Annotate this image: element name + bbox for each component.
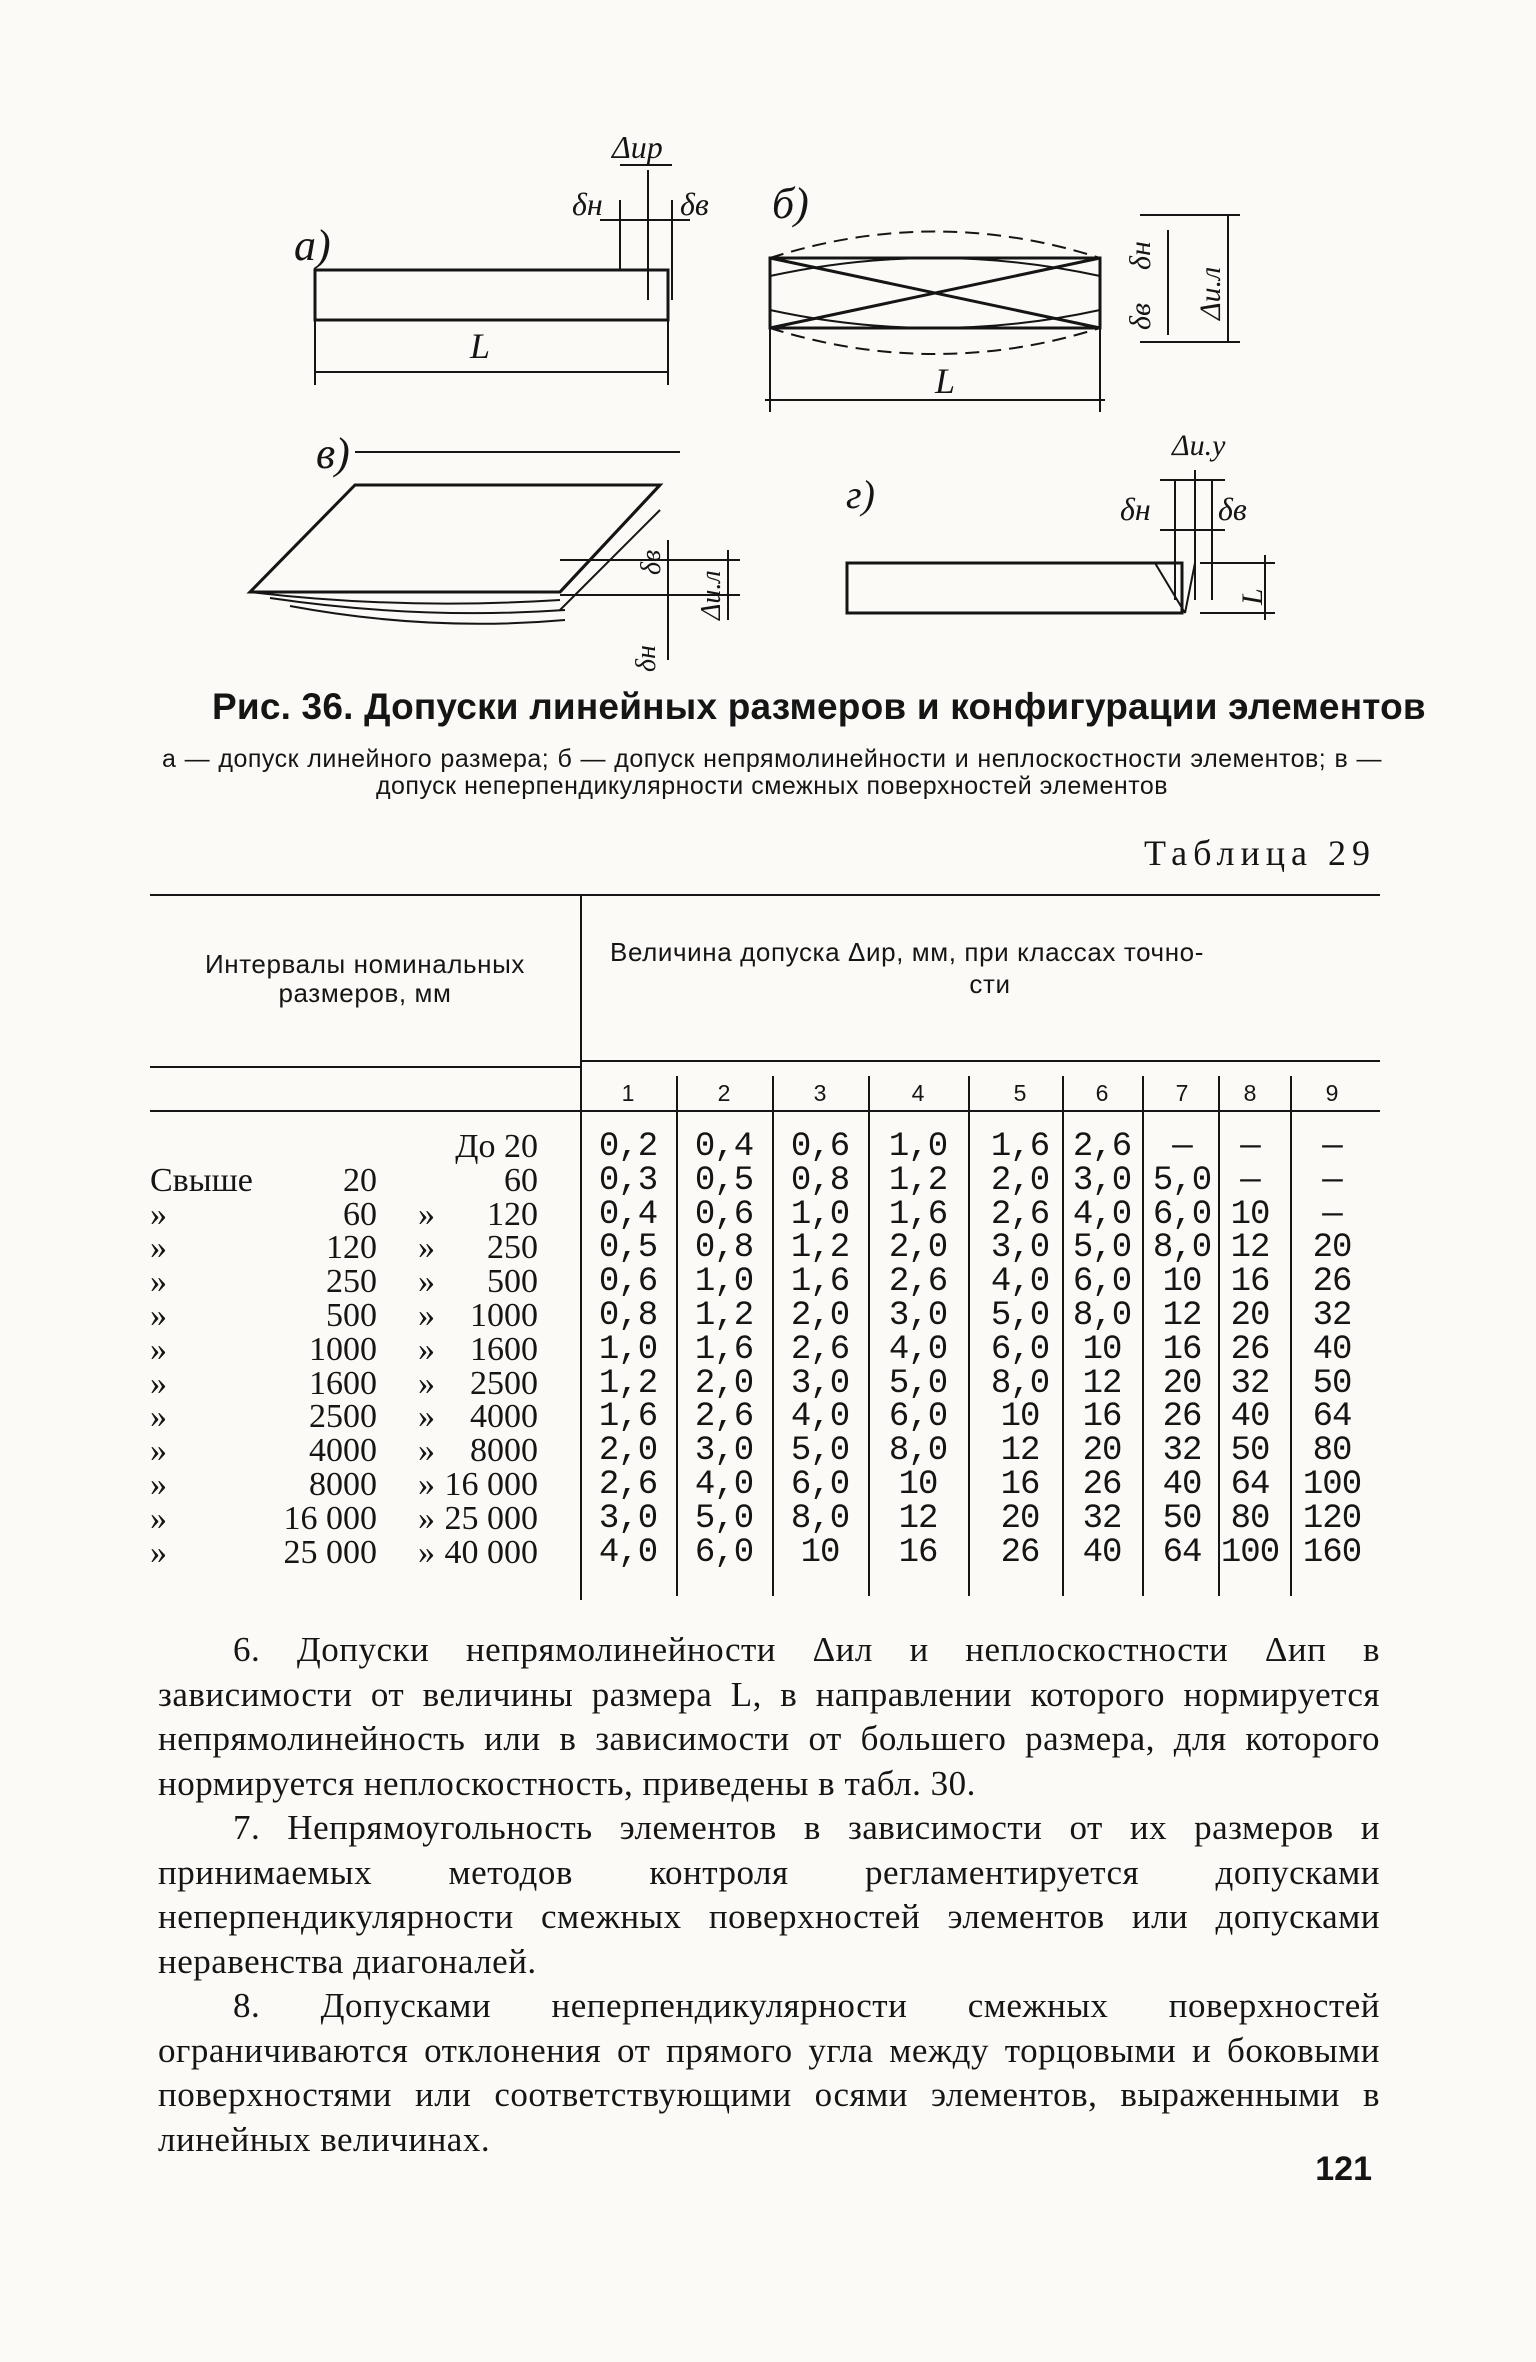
- table-cell: 32: [1082, 1500, 1122, 1538]
- range-to: 120: [487, 1196, 538, 1233]
- table-cell: 50: [1230, 1432, 1270, 1470]
- table-cell: 5,0: [990, 1297, 1050, 1335]
- table-cell: 8,0: [888, 1432, 948, 1470]
- table-cell: 64: [1162, 1534, 1202, 1572]
- column-separator: [868, 1076, 870, 1596]
- column-separator: [968, 1076, 970, 1596]
- table-cell: 4,0: [694, 1466, 754, 1504]
- svg-text:Δир: Δир: [612, 129, 663, 165]
- table-cell: 32: [1162, 1432, 1202, 1470]
- svg-text:δн: δн: [1124, 241, 1157, 270]
- table-top-rule: [150, 894, 1380, 896]
- table-cell: 10: [1082, 1331, 1122, 1369]
- range-to: 1600: [470, 1331, 538, 1368]
- table-cell: 16: [1162, 1331, 1202, 1369]
- table-cell: 2,6: [598, 1466, 658, 1504]
- table-cell: 2,0: [790, 1297, 850, 1335]
- table-cell: 4,0: [790, 1398, 850, 1436]
- table-cell: 80: [1312, 1432, 1352, 1470]
- range-mid: »: [418, 1466, 435, 1503]
- paragraph-6: 6. Допуски непрямолинейности Δил и неплоскостности Δип в зависимости от величины размера L, в направлении которого нормируется непрямолинейность или в зависимости от большего размера, для которого нормируется неплоскостность, приведены в табл. 30.: [158, 1630, 1380, 1803]
- table-cell: 0,5: [694, 1162, 754, 1200]
- table-cell: 0,2: [598, 1128, 658, 1166]
- table-cell: 16: [1082, 1398, 1122, 1436]
- table-cell: 5,0: [1072, 1229, 1132, 1267]
- svg-text:L: L: [935, 361, 956, 401]
- table-cell: 3,0: [790, 1365, 850, 1403]
- range-to: 40 000: [444, 1534, 538, 1571]
- figure-caption-title: Рис. 36. Допуски линейных размеров и конфигурации элементов: [212, 686, 1426, 727]
- table-cell: 1,6: [694, 1331, 754, 1369]
- range-to: 16 000: [444, 1466, 538, 1503]
- table-cell: 100: [1302, 1466, 1362, 1504]
- table-cell: 2,6: [888, 1263, 948, 1301]
- range-cell: [150, 1265, 550, 1299]
- table-cell: 2,6: [1072, 1128, 1132, 1166]
- table-cell: 160: [1302, 1534, 1362, 1572]
- range-prefix: »: [150, 1534, 167, 1571]
- table-cell: 26: [1230, 1331, 1270, 1369]
- range-to: 4000: [470, 1398, 538, 1435]
- range-mid: »: [418, 1534, 435, 1571]
- table-cell: 1,2: [790, 1229, 850, 1267]
- range-cell: [150, 1130, 550, 1164]
- table-cell: 1,0: [694, 1263, 754, 1301]
- svg-text:δн: δн: [631, 645, 662, 672]
- table-cell: 1,2: [598, 1365, 658, 1403]
- range-cell: [150, 1400, 550, 1434]
- figure-36: [0, 0, 1536, 680]
- svg-text:δн: δн: [1120, 491, 1151, 527]
- table-cell: 12: [898, 1500, 938, 1538]
- header-right-line2: сти: [969, 969, 1011, 999]
- range-from: 1600: [309, 1365, 377, 1402]
- table-cell: 1,6: [888, 1196, 948, 1234]
- svg-text:δв: δв: [680, 186, 709, 222]
- range-from: 20: [343, 1162, 377, 1199]
- diagram-a: [294, 129, 709, 385]
- diagram-g: [846, 429, 1275, 620]
- range-cell: [150, 1367, 550, 1401]
- range-cell: [150, 1164, 550, 1198]
- table-cell: 8,0: [990, 1365, 1050, 1403]
- svg-text:δв: δв: [1218, 491, 1247, 527]
- table-cell: 1,6: [790, 1263, 850, 1301]
- column-number-4: 4: [911, 1080, 925, 1106]
- range-prefix: Свыше: [150, 1162, 253, 1199]
- range-mid: »: [418, 1500, 435, 1537]
- range-mid: »: [418, 1297, 435, 1334]
- table-cell: 0,8: [694, 1229, 754, 1267]
- range-cell: [150, 1468, 550, 1502]
- range-mid: »: [418, 1365, 435, 1402]
- range-from: 500: [326, 1297, 377, 1334]
- range-to: 60: [504, 1162, 538, 1199]
- column-number-6: 6: [1095, 1080, 1109, 1106]
- column-number-3: 3: [813, 1080, 827, 1106]
- svg-text:δв: δв: [636, 549, 667, 575]
- column-number-7: 7: [1175, 1080, 1189, 1106]
- range-prefix: »: [150, 1398, 167, 1435]
- table-cell: 12: [1230, 1229, 1270, 1267]
- table-cell: 5,0: [1152, 1162, 1212, 1200]
- header-left: Интервалы номинальных размеров, мм: [204, 949, 526, 1008]
- range-prefix: »: [150, 1466, 167, 1503]
- range-mid: »: [418, 1398, 435, 1435]
- table-cell: 1,2: [888, 1162, 948, 1200]
- range-mid: »: [418, 1263, 435, 1300]
- table-cell: 120: [1302, 1500, 1362, 1538]
- column-separator: [1142, 1076, 1144, 1596]
- table-cell: 6,0: [694, 1534, 754, 1572]
- range-from: 8000: [309, 1466, 377, 1503]
- table-cell: 2,0: [888, 1229, 948, 1267]
- table-cell: 6,0: [990, 1331, 1050, 1369]
- table-cell: 2,0: [694, 1365, 754, 1403]
- column-number-5: 5: [1013, 1080, 1027, 1106]
- range-to: 250: [487, 1229, 538, 1266]
- table-cell: 0,4: [694, 1128, 754, 1166]
- table-cell: 2,0: [598, 1432, 658, 1470]
- table-cell: 8,0: [1072, 1297, 1132, 1335]
- table-cell: 50: [1162, 1500, 1202, 1538]
- range-to: 500: [487, 1263, 538, 1300]
- table-cell: 16: [898, 1534, 938, 1572]
- table-cell: 6,0: [1072, 1263, 1132, 1301]
- table-cell: 12: [1000, 1432, 1040, 1470]
- paragraph-7: 7. Непрямоугольность элементов в зависимости от их размеров и принимаемых методов контроля регламентируется допусками неперпендикулярности смежных поверхностей элементов или допусками неравенства диагоналей.: [158, 1808, 1380, 1981]
- table-cell: 1,6: [598, 1398, 658, 1436]
- range-from: 120: [326, 1229, 377, 1266]
- table-cell: 0,5: [598, 1229, 658, 1267]
- range-from: 1000: [309, 1331, 377, 1368]
- table-cell: 5,0: [694, 1500, 754, 1538]
- range-prefix: »: [150, 1365, 167, 1402]
- range-from: 2500: [309, 1398, 377, 1435]
- table-cell: —: [1322, 1162, 1342, 1200]
- table-cell: 0,8: [790, 1162, 850, 1200]
- table-label: Таблица 29: [1144, 833, 1376, 873]
- table-cell: 1,0: [888, 1128, 948, 1166]
- header-bottom-rule: [150, 1110, 1380, 1112]
- column-separator: [676, 1076, 678, 1596]
- table-cell: 64: [1230, 1466, 1270, 1504]
- table-cell: 0,6: [598, 1263, 658, 1301]
- range-cell: [150, 1502, 550, 1536]
- table-cell: 26: [1000, 1534, 1040, 1572]
- table-cell: 16: [1000, 1466, 1040, 1504]
- column-number-8: 8: [1243, 1080, 1257, 1106]
- table-cell: 4,0: [1072, 1196, 1132, 1234]
- label-a: а): [294, 221, 331, 270]
- table-cell: 10: [1230, 1196, 1270, 1234]
- figure-caption-description: а — допуск линейного размера; б — допуск непрямолинейности и неплоскостности элементов; в — допуск неперпендикулярности смежных поверхностей элементов: [162, 745, 1382, 800]
- diagram-v: [250, 429, 740, 672]
- svg-text:L: L: [1236, 588, 1269, 605]
- table-cell: 26: [1162, 1398, 1202, 1436]
- table-cell: 10: [1000, 1398, 1040, 1436]
- table-cell: 1,0: [598, 1331, 658, 1369]
- range-prefix: »: [150, 1500, 167, 1537]
- table-cell: 40: [1312, 1331, 1352, 1369]
- table-cell: 26: [1082, 1466, 1122, 1504]
- svg-text:δн: δн: [572, 186, 603, 222]
- table-cell: 16: [1230, 1263, 1270, 1301]
- table-cell: —: [1322, 1128, 1342, 1166]
- paragraph-8: 8. Допусками неперпендикулярности смежных поверхностей ограничиваются отклонения от прямого угла между торцовыми и боковыми поверхностями или соответствующими осями элементов, выраженными в линейных величинах.: [158, 1986, 1380, 2159]
- range-prefix: »: [150, 1229, 167, 1266]
- svg-text:δв: δв: [1124, 303, 1157, 330]
- table-cell: 3,0: [888, 1297, 948, 1335]
- table-cell: —: [1172, 1128, 1192, 1166]
- table-cell: 20: [1162, 1365, 1202, 1403]
- range-cell: [150, 1333, 550, 1367]
- table-cell: 40: [1082, 1534, 1122, 1572]
- table-cell: 80: [1230, 1500, 1270, 1538]
- label-v: в): [316, 429, 350, 478]
- header-right-line1: Величина допуска Δир, мм, при классах точно-: [610, 937, 1204, 967]
- range-mid: »: [418, 1229, 435, 1266]
- table-cell: 26: [1312, 1263, 1352, 1301]
- range-to: 8000: [470, 1432, 538, 1469]
- table-cell: 10: [1162, 1263, 1202, 1301]
- range-cell: [150, 1434, 550, 1468]
- table-cell: 4,0: [598, 1534, 658, 1572]
- range-mid: »: [418, 1196, 435, 1233]
- column-number-9: 9: [1325, 1080, 1339, 1106]
- range-prefix: »: [150, 1263, 167, 1300]
- table-cell: 64: [1312, 1398, 1352, 1436]
- range-prefix: »: [150, 1331, 167, 1368]
- range-cell: [150, 1299, 550, 1333]
- table-cell: 0,8: [598, 1297, 658, 1335]
- table-cell: 1,6: [990, 1128, 1050, 1166]
- table-cell: 40: [1230, 1398, 1270, 1436]
- range-cell: [150, 1536, 550, 1570]
- table-cell: —: [1322, 1196, 1342, 1234]
- page-number: 121: [1315, 2150, 1372, 2188]
- table-cell: 0,3: [598, 1162, 658, 1200]
- label-g: г): [846, 472, 875, 517]
- table-cell: 8,0: [790, 1500, 850, 1538]
- range-from: 60: [343, 1196, 377, 1233]
- table-cell: 6,0: [888, 1398, 948, 1436]
- table-cell: 20: [1000, 1500, 1040, 1538]
- table-cell: 5,0: [790, 1432, 850, 1470]
- label-b: б): [772, 179, 809, 228]
- table-cell: 2,6: [790, 1331, 850, 1369]
- range-prefix: »: [150, 1432, 167, 1469]
- table-cell: 1,0: [790, 1196, 850, 1234]
- table-cell: 0,4: [598, 1196, 658, 1234]
- table-cell: 20: [1312, 1229, 1352, 1267]
- table-cell: 2,6: [990, 1196, 1050, 1234]
- column-separator: [772, 1076, 774, 1596]
- range-from: 4000: [309, 1432, 377, 1469]
- table-cell: 2,0: [990, 1162, 1050, 1200]
- range-from: 25 000: [283, 1534, 377, 1571]
- table-cell: 10: [800, 1534, 840, 1572]
- table-cell: 0,6: [694, 1196, 754, 1234]
- svg-text:Δи.л: Δи.л: [1194, 266, 1227, 320]
- table-cell: 3,0: [990, 1229, 1050, 1267]
- table-cell: 32: [1312, 1297, 1352, 1335]
- table-cell: 3,0: [1072, 1162, 1132, 1200]
- table-cell: 6,0: [790, 1466, 850, 1504]
- table-cell: 3,0: [694, 1432, 754, 1470]
- column-separator: [1062, 1076, 1064, 1596]
- column-separator: [1290, 1076, 1292, 1596]
- header-rule-left: [150, 1066, 580, 1068]
- diagram-b: [765, 179, 1240, 412]
- range-from: 250: [326, 1263, 377, 1300]
- range-mid: »: [418, 1331, 435, 1368]
- table-cell: 2,6: [694, 1398, 754, 1436]
- table-cell: 12: [1082, 1365, 1122, 1403]
- range-prefix: »: [150, 1297, 167, 1334]
- column-separator: [580, 1062, 582, 1600]
- range-mid: »: [418, 1432, 435, 1469]
- table-cell: 6,0: [1152, 1196, 1212, 1234]
- range-from: До 20: [455, 1128, 538, 1165]
- range-prefix: »: [150, 1196, 167, 1233]
- range-to: 1000: [470, 1297, 538, 1334]
- table-cell: 20: [1082, 1432, 1122, 1470]
- range-to: 2500: [470, 1365, 538, 1402]
- svg-text:Δи.л: Δи.л: [696, 570, 727, 620]
- table-cell: —: [1240, 1128, 1260, 1166]
- table-cell: 32: [1230, 1365, 1270, 1403]
- table-cell: —: [1240, 1162, 1260, 1200]
- column-number-2: 2: [717, 1080, 731, 1106]
- table-cell: 4,0: [888, 1331, 948, 1369]
- table-cell: 20: [1230, 1297, 1270, 1335]
- header-rule-right: [580, 1060, 1380, 1062]
- table-cell: 40: [1162, 1466, 1202, 1504]
- table-cell: 50: [1312, 1365, 1352, 1403]
- svg-text:L: L: [470, 326, 491, 366]
- svg-text:Δи.у: Δи.у: [1172, 429, 1226, 462]
- table-cell: 0,6: [790, 1128, 850, 1166]
- table-cell: 8,0: [1152, 1229, 1212, 1267]
- range-from: 16 000: [283, 1500, 377, 1537]
- range-to: 25 000: [444, 1500, 538, 1537]
- table-cell: 10: [898, 1466, 938, 1504]
- range-cell: [150, 1231, 550, 1265]
- table-cell: 4,0: [990, 1263, 1050, 1301]
- table-cell: 3,0: [598, 1500, 658, 1538]
- table-cell: 12: [1162, 1297, 1202, 1335]
- table-cell: 5,0: [888, 1365, 948, 1403]
- table-cell: 1,2: [694, 1297, 754, 1335]
- range-cell: [150, 1198, 550, 1232]
- table-cell: 100: [1220, 1534, 1280, 1572]
- column-number-1: 1: [621, 1080, 635, 1106]
